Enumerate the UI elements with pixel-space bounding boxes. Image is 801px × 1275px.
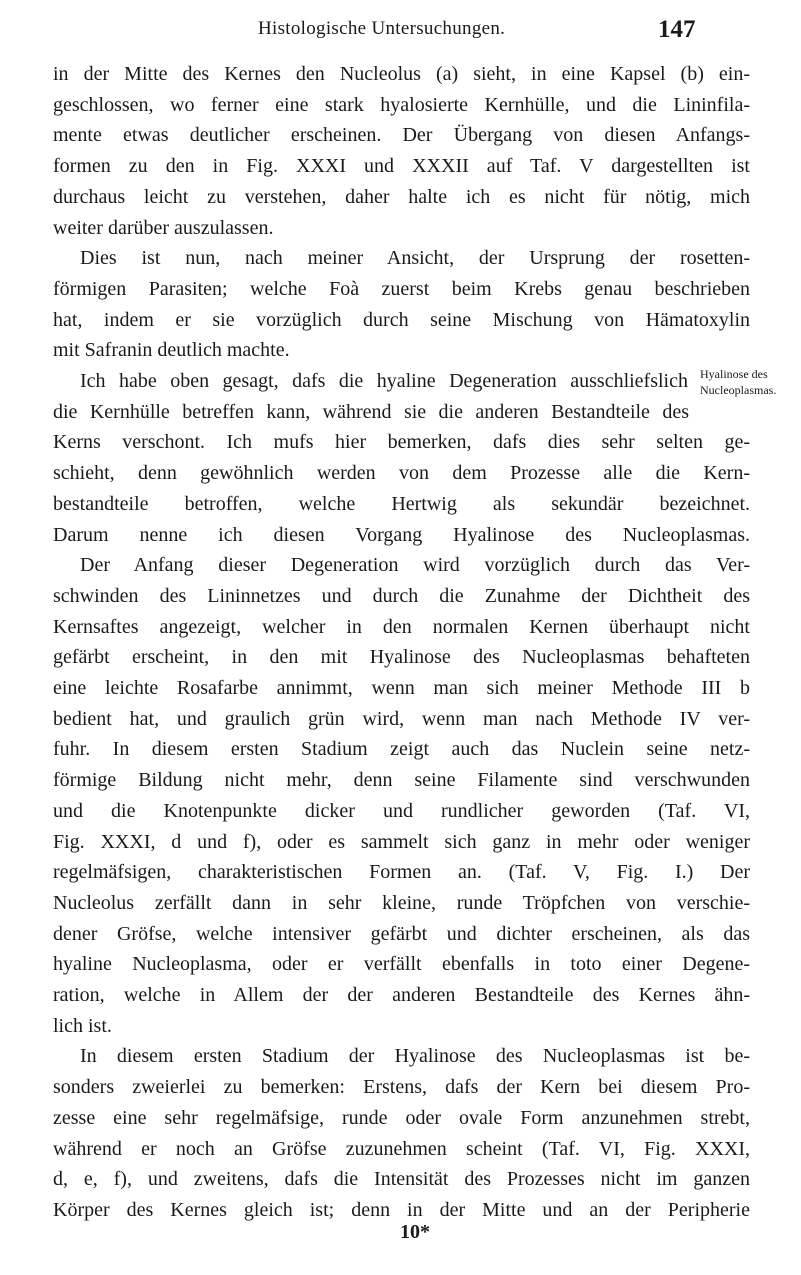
text-line: und die Knotenpunkte dicker und rundlicher geworden (Taf. VI, bbox=[53, 799, 750, 822]
text-line: gefärbt erscheint, in den mit Hyalinose des Nucleoplasmas behafteten bbox=[53, 646, 750, 669]
text-line: weiter darüber auszulassen. bbox=[53, 216, 274, 239]
text-line: regelmäfsigen, charakteristischen Formen an. (Taf. V, Fig. I.) Der bbox=[53, 861, 750, 884]
text-line: bedient hat, und graulich grün wird, wenn man nach Methode IV ver- bbox=[53, 707, 750, 730]
margin-note-line: Hyalinose des bbox=[700, 367, 768, 381]
text-line: schwinden des Lininnetzes und durch die Zunahme der Dichtheit des bbox=[53, 584, 750, 607]
text-line: während er noch an Gröfse zuzunehmen scheint (Taf. VI, Fig. XXXI, bbox=[53, 1137, 750, 1160]
text-line: mit Safranin deutlich machte. bbox=[53, 339, 290, 362]
text-line: eine leichte Rosafarbe annimmt, wenn man sich meiner Methode III b bbox=[53, 677, 750, 699]
text-line: in der Mitte des Kernes den Nucleolus (a) sieht, in eine Kapsel (b) ein- bbox=[53, 63, 750, 85]
text-line: ration, welche in Allem der der anderen Bestandteile des Kernes ähn- bbox=[53, 984, 750, 1006]
text-line: förmige Bildung nicht mehr, denn seine Filamente sind verschwunden bbox=[53, 769, 750, 792]
text-line: dener Gröfse, welche intensiver gefärbt und dichter erscheinen, als das bbox=[53, 922, 750, 945]
page-number: 147 bbox=[658, 16, 696, 43]
text-line: fuhr. In diesem ersten Stadium zeigt auch das Nuclein seine netz- bbox=[53, 738, 750, 761]
text-line: lich ist. bbox=[53, 1014, 112, 1037]
text-line: Körper des Kernes gleich ist; denn in der Mitte und an der Peripherie bbox=[53, 1198, 750, 1221]
running-head bbox=[0, 18, 801, 48]
signature-mark: 10* bbox=[400, 1220, 430, 1243]
text-line: Kernsaftes angezeigt, welcher in den normalen Kernen überhaupt nicht bbox=[53, 615, 750, 638]
text-line: d, e, f), und zweitens, dafs die Intensität des Prozesses nicht im ganzen bbox=[53, 1168, 750, 1191]
text-line: Nucleolus zerfällt dann in sehr kleine, runde Tröpfchen von verschie- bbox=[53, 891, 750, 914]
margin-note-line: Nucleoplasmas. bbox=[700, 383, 777, 397]
text-line: Ich habe oben gesagt, dafs die hyaline Degeneration ausschliefslich bbox=[80, 370, 688, 392]
text-line: hat, indem er sie vorzüglich durch seine Mischung von Hämatoxylin bbox=[53, 308, 750, 331]
text-line: schieht, denn gewöhnlich werden von dem Prozesse alle die Kern- bbox=[53, 462, 750, 485]
running-title: Histologische Untersuchungen. bbox=[258, 18, 506, 39]
text-line: Der Anfang dieser Degeneration wird vorzüglich durch das Ver- bbox=[80, 554, 750, 577]
text-line: In diesem ersten Stadium der Hyalinose des Nucleoplasmas ist be- bbox=[80, 1045, 750, 1068]
text-line: Dies ist nun, nach meiner Ansicht, der Ursprung der rosetten- bbox=[80, 247, 750, 270]
text-line: die Kernhülle betreffen kann, während sie die anderen Bestandteile des bbox=[53, 400, 689, 423]
text-line: durchaus leicht zu verstehen, daher halte ich es nicht für nötig, mich bbox=[53, 185, 750, 208]
text-line: Darum nenne ich diesen Vorgang Hyalinose des Nucleoplasmas. bbox=[53, 523, 750, 546]
text-line: förmigen Parasiten; welche Foà zuerst beim Krebs genau beschrieben bbox=[53, 277, 750, 300]
text-line: hyaline Nucleoplasma, oder er verfällt ebenfalls in toto einer Degene- bbox=[53, 953, 750, 976]
text-line: sonders zweierlei zu bemerken: Erstens, dafs der Kern bei diesem Pro- bbox=[53, 1076, 750, 1099]
text-line: Kerns verschont. Ich mufs hier bemerken, dafs dies sehr selten ge- bbox=[53, 431, 750, 454]
text-line: geschlossen, wo ferner eine stark hyalosierte Kernhülle, und die Lininfila- bbox=[53, 93, 750, 116]
text-line: bestandteile betroffen, welche Hertwig als sekundär bezeichnet. bbox=[53, 492, 750, 515]
text-line: formen zu den in Fig. XXXI und XXXII auf Taf. V dargestellten ist bbox=[53, 155, 750, 178]
text-line: Fig. XXXI, d und f), oder es sammelt sich ganz in mehr oder weniger bbox=[53, 830, 750, 853]
text-line: zesse eine sehr regelmäfsige, runde oder ovale Form anzunehmen strebt, bbox=[53, 1106, 750, 1129]
text-line: mente etwas deutlicher erscheinen. Der Übergang von diesen Anfangs- bbox=[53, 124, 750, 147]
